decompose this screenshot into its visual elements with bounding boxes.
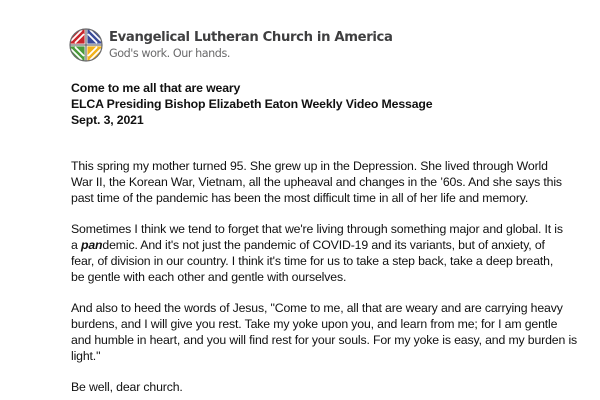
paragraph-2: [71, 221, 591, 285]
paragraph-line: [71, 237, 591, 253]
message-date: Sept. 3, 2021: [71, 113, 144, 127]
paragraph-line: burdens, and I will give you rest. Take my yoke upon you, and learn from me; for I am gentle: [71, 317, 558, 331]
text-run: demic. And it's not just the pandemic of COVID-19 and its variants, but of anxiety, of: [102, 238, 545, 252]
closing-line: [71, 379, 591, 395]
message-document: [71, 80, 591, 395]
org-name: Evangelical Lutheran Church in America: [109, 30, 393, 46]
paragraph-line: past time of the pandemic has been the most difficult time in all of her life and memory.: [71, 191, 529, 205]
paragraph-1: [71, 158, 591, 206]
letterhead: [69, 26, 393, 64]
org-tagline: God's work. Our hands.: [109, 46, 230, 60]
paragraph-line: and humble in heart, and you will find rest for your souls. For my yoke is easy, and my burden is: [71, 333, 578, 347]
paragraph-line: And also to heed the words of Jesus, "Come to me, all that are weary and are carrying heavy: [71, 301, 563, 315]
message-title: Come to me all that are weary: [71, 81, 241, 95]
elca-cross-circle-icon: [69, 28, 103, 62]
paragraph-line: be gentle with each other and gentle with ourselves.: [71, 270, 347, 284]
message-subtitle: ELCA Presiding Bishop Elizabeth Eaton Weekly Video Message: [71, 97, 433, 111]
org-text: [109, 31, 393, 58]
message-heading: [71, 80, 591, 128]
text-run: a: [71, 238, 81, 252]
paragraph-line: light.": [71, 349, 101, 363]
paragraph-line: War II, the Korean War, Vietnam, all the upheaval and changes in the ’60s. And she says this: [71, 175, 562, 189]
paragraph-3: [71, 300, 591, 364]
paragraph-line: fear, of division in our country. I think it's time for us to take a step back, take a deep breath,: [71, 254, 554, 268]
paragraph-line: Sometimes I think we tend to forget that we're living through something major and global. It is: [71, 222, 563, 236]
paragraph-line: Be well, dear church.: [71, 380, 183, 394]
paragraph-line: This spring my mother turned 95. She grew up in the Depression. She lived through World: [71, 159, 548, 173]
emphasized-text: pan: [80, 238, 103, 252]
